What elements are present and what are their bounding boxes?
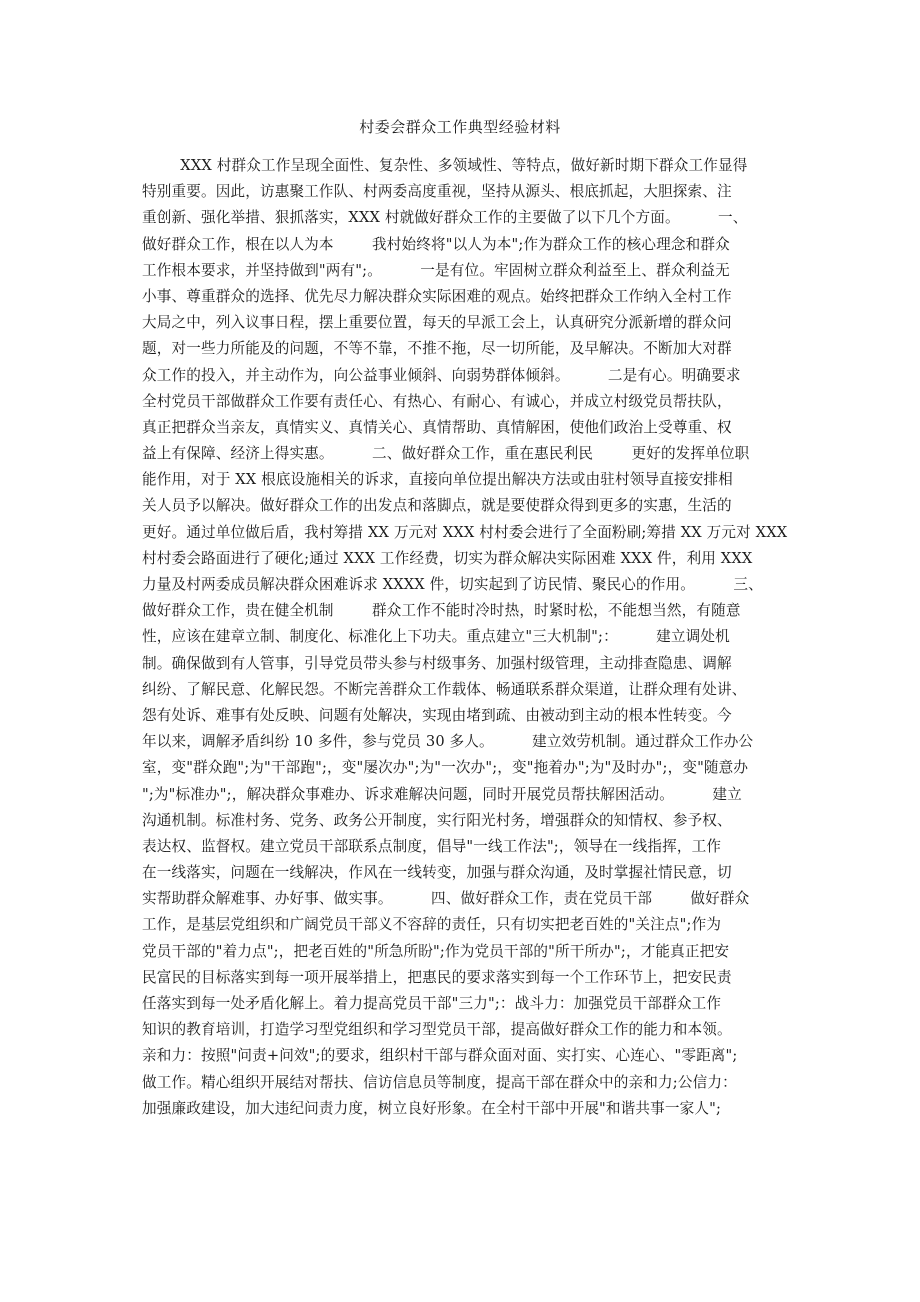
body-line: 做工作。精心组织开展结对帮扶、信访信息员等制度，提高干部在群众中的亲和力;公信力：	[142, 1073, 737, 1091]
body-line: 益上有保障、经济上得实惠。 二、做好群众工作，重在惠民利民 更好的发挥单位职	[142, 445, 750, 463]
body-line: 民富民的目标落实到每一项开展举措上，把惠民的要求落实到每一个工作环节上，把安民责	[142, 968, 732, 986]
body-line: 做好群众工作，贵在健全机制 群众工作不能时冷时热，时紧时松，不能想当然，有随意	[142, 602, 741, 620]
body-line: 表达权、监督权。建立党员干部联系点制度，倡导"一线工作法";，领导在一线指挥，工作	[142, 837, 722, 855]
body-line: 做好群众工作，根在以人为本 我村始终将"以人为本";作为群众工作的核心理念和群众	[142, 235, 730, 253]
body-line: 更好。通过单位做后盾，我村筹措 XX 万元对 XXX 村村委会进行了全面粉刷;筹措 XX 万元对 XXX	[142, 523, 788, 541]
body-line: 任落实到每一处矛盾化解上。着力提高党员干部"三力";：战斗力：加强党员干部群众工作	[142, 995, 722, 1012]
body-line: 工作，是基层党组织和广阔党员干部义不容辞的责任，只有切实把老百姓的"关注点";作为	[142, 916, 722, 934]
body-line: 众工作的投入，并主动作为，向公益事业倾斜、向弱势群体倾斜。 二是有心。明确要求	[142, 366, 741, 384]
body-line: 在一线落实，问题在一线解决，作风在一线转变，加强与群众沟通，及时掌握社情民意，切	[142, 864, 732, 882]
body-line: 特别重要。因此，访惠聚工作队、村两委高度重视，坚持从源头、根底抓起，大胆探索、注	[142, 183, 732, 201]
body-line: 亲和力：按照"问责+问效";的要求，组织村干部与群众面对面、实打实、心连心、"零距离";	[142, 1047, 738, 1065]
body-line: 实帮助群众解难事、办好事、做实事。 四、做好群众工作，责在党员干部 做好群众	[142, 890, 750, 908]
body-line: 能作用，对于 XX 根底设施相关的诉求，直接向单位提出解决方法或由驻村领导直接安排相	[142, 471, 733, 489]
body-line: ";为"标准办";，解决群众事难办、诉求难解决问题，同时开展党员帮扶解困活动。 建立	[142, 785, 742, 803]
body-line: 小事、尊重群众的选择、优先尽力解决群众实际困难的观点。始终把群众工作纳入全村工作	[142, 287, 732, 305]
body-line: 怨有处诉、难事有处反映、问题有处解决，实现由堵到疏、由被动到主动的根本性转变。今	[142, 706, 732, 724]
body-line: 力量及村两委成员解决群众困难诉求 XXXX 件，切实起到了访民情、聚民心的作用。 三、	[142, 576, 763, 593]
document-title: 村委会群众工作典型经验材料	[359, 118, 561, 136]
body-line: 知识的教育培训，打造学习型党组织和学习型党员干部，提高做好群众工作的能力和本领。	[142, 1021, 732, 1039]
body-line: 大局之中，列入议事日程，摆上重要位置，每天的早派工会上，认真研究分派新增的群众问	[142, 314, 732, 332]
body-line: 沟通机制。标准村务、党务、政务公开制度，实行阳光村务，增强群众的知情权、参予权、	[142, 811, 732, 829]
body-line: 纠纷、了解民意、化解民怨。不断完善群众工作载体、畅通联系群众渠道，让群众理有处讲、	[142, 680, 747, 698]
body-line: 真正把群众当亲友，真情实义、真情关心、真情帮助、真情解困，使他们政治上受尊重、权	[142, 418, 732, 436]
body-line: XXX 村群众工作呈现全面性、复杂性、多领域性、等特点，做好新时期下群众工作显得	[142, 157, 748, 174]
body-line: 年以来，调解矛盾纠纷 10 多件，参与党员 30 多人。 建立效劳机制。通过群众工作办公	[142, 733, 754, 751]
document-body	[142, 153, 792, 1122]
body-line: 重创新、强化举措、狠抓落实，XXX 村就做好群众工作的主要做了以下几个方面。 一、	[142, 209, 748, 227]
body-line: 工作根本要求，并坚持做到"两有";。 一是有位。牢固树立群众利益至上、群众利益无	[142, 261, 730, 279]
body-line: 关人员予以解决。做好群众工作的出发点和落脚点，就是要使群众得到更多的实惠，生活的	[142, 497, 732, 515]
body-line: 党员干部的"着力点";，把老百姓的"所急所盼";作为党员干部的"所干所办";，才能真正把安	[142, 942, 730, 960]
body-line: 室，变"群众跑";为"干部跑";，变"屡次办";为"一次办";，变"拖着办";为"及时办";，变"随意办	[142, 759, 749, 777]
body-line: 全村党员干部做群众工作要有责任心、有热心、有耐心、有诚心，并成立村级党员帮扶队，	[142, 392, 732, 410]
body-line: 制。确保做到有人管事，引导党员带头参与村级事务、加强村级管理，主动排查隐患、调解	[142, 654, 732, 672]
body-line: 题，对一些力所能及的问题，不等不靠，不推不拖，尽一切所能，及早解决。不断加大对群	[142, 340, 732, 358]
body-line: 村村委会路面进行了硬化;通过 XXX 工作经费，切实为群众解决实际困难 XXX 件，利用 XXX	[142, 549, 753, 567]
body-line: 性，应该在建章立制、制度化、标准化上下功夫。重点建立"三大机制";： 建立调处机	[142, 628, 730, 646]
body-line: 加强廉政建设，加大违纪问责力度，树立良好形象。在全村干部中开展"和谐共事一家人";	[142, 1099, 722, 1117]
